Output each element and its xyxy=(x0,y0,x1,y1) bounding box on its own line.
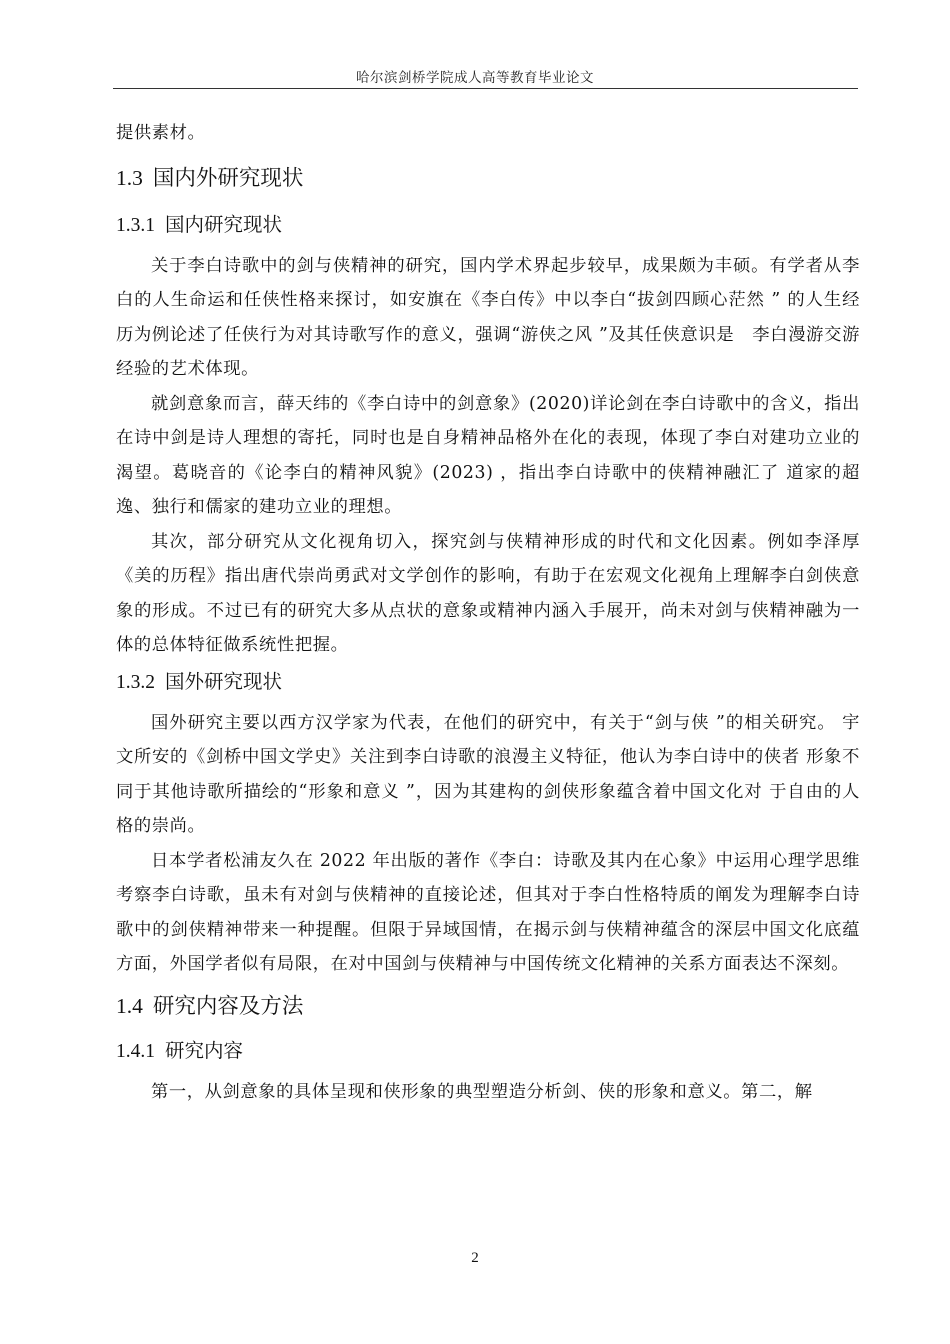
paragraph: 国外研究主要以西方汉学家为代表，在他们的研究中，有关于“剑与侠 ”的相关研究。 宇文所安的《剑桥中国文学史》关注到李白诗歌的浪漫主义特征，他认为李白诗中的侠者 形象不同于其他诗歌所描绘的“形象和意义 ”，因为其建构的剑侠形象蕴含着中国文化对 于自由的人格的崇尚。 xyxy=(116,712,860,836)
heading-number: 1.3.1 xyxy=(116,214,155,236)
running-header: 哈尔滨剑桥学院成人高等教育毕业论文 xyxy=(356,70,594,86)
heading-title: 国外研究现状 xyxy=(165,669,283,693)
heading-1-3 xyxy=(116,164,860,193)
heading-number: 1.3.2 xyxy=(116,671,155,693)
heading-1-3-2 xyxy=(116,669,860,696)
document-body xyxy=(116,114,860,1109)
heading-1-4 xyxy=(116,992,860,1021)
heading-1-3-1 xyxy=(116,212,860,239)
heading-number: 1.4 xyxy=(116,993,143,1018)
section-1-3-1-text xyxy=(116,249,860,663)
heading-title: 国内研究现状 xyxy=(165,212,283,236)
heading-1-4-1 xyxy=(116,1038,860,1065)
lead-fragment: 提供素材。 xyxy=(116,123,206,143)
paragraph: 第一，从剑意象的具体呈现和侠形象的典型塑造分析剑、侠的形象和意义。第二，解 xyxy=(151,1081,813,1102)
paragraph: 关于李白诗歌中的剑与侠精神的研究，国内学术界起步较早，成果颇为丰硕。有学者从李白的人生命运和任侠性格来探讨，如安旗在《李白传》中以李白“拔剑四顾心茫然 ” 的人生经历为例论述了任侠行为对其诗歌写作的意义，强调“游侠之风 ”及其任侠意识是 李白漫游交游经验的艺术体现。 xyxy=(116,255,860,379)
heading-title: 国内外研究现状 xyxy=(152,165,304,191)
paragraph: 其次，部分研究从文化视角切入，探究剑与侠精神形成的时代和文化因素。例如李泽厚《美的历程》指出唐代崇尚勇武对文学创作的影响，有助于在宏观文化视角上理解李白剑侠意象的形成。不过已有的研究大多从点状的意象或精神内涵入手展开，尚未对剑与侠精神融为一体的总体特征做系统性把握。 xyxy=(116,531,860,655)
section-1-3-2-text xyxy=(116,706,860,982)
header-divider xyxy=(113,88,858,89)
section-1-4-1-text xyxy=(116,1075,860,1110)
heading-number: 1.3 xyxy=(116,165,143,190)
paragraph: 日本学者松浦友久在 2022 年出版的著作《李白：诗歌及其内在心象》中运用心理学思维考察李白诗歌，虽未有对剑与侠精神的直接论述，但其对于李白性格特质的阐发为理解李白诗歌中的剑侠精神带来一种提醒。但限于异域国情，在揭示剑与侠精神蕴含的深层中国文化底蕴方面，外国学者似有局限，在对中国剑与侠精神与中国传统文化精神的关系方面表达不深刻。 xyxy=(116,850,860,974)
heading-title: 研究内容及方法 xyxy=(152,993,304,1019)
heading-title: 研究内容 xyxy=(165,1038,244,1062)
page-number: 2 xyxy=(471,1250,479,1266)
paragraph: 就剑意象而言，薛天纬的《李白诗中的剑意象》(2020)详论剑在李白诗歌中的含义，指出在诗中剑是诗人理想的寄托，同时也是自身精神品格外在化的表现，体现了李白对建功立业的渴望。葛晓音的《论李白的精神风貌》(2023) ，指出李白诗歌中的侠精神融汇了 道家的超逸、独行和儒家的建功立业的理想。 xyxy=(116,393,860,517)
heading-number: 1.4.1 xyxy=(116,1040,155,1062)
